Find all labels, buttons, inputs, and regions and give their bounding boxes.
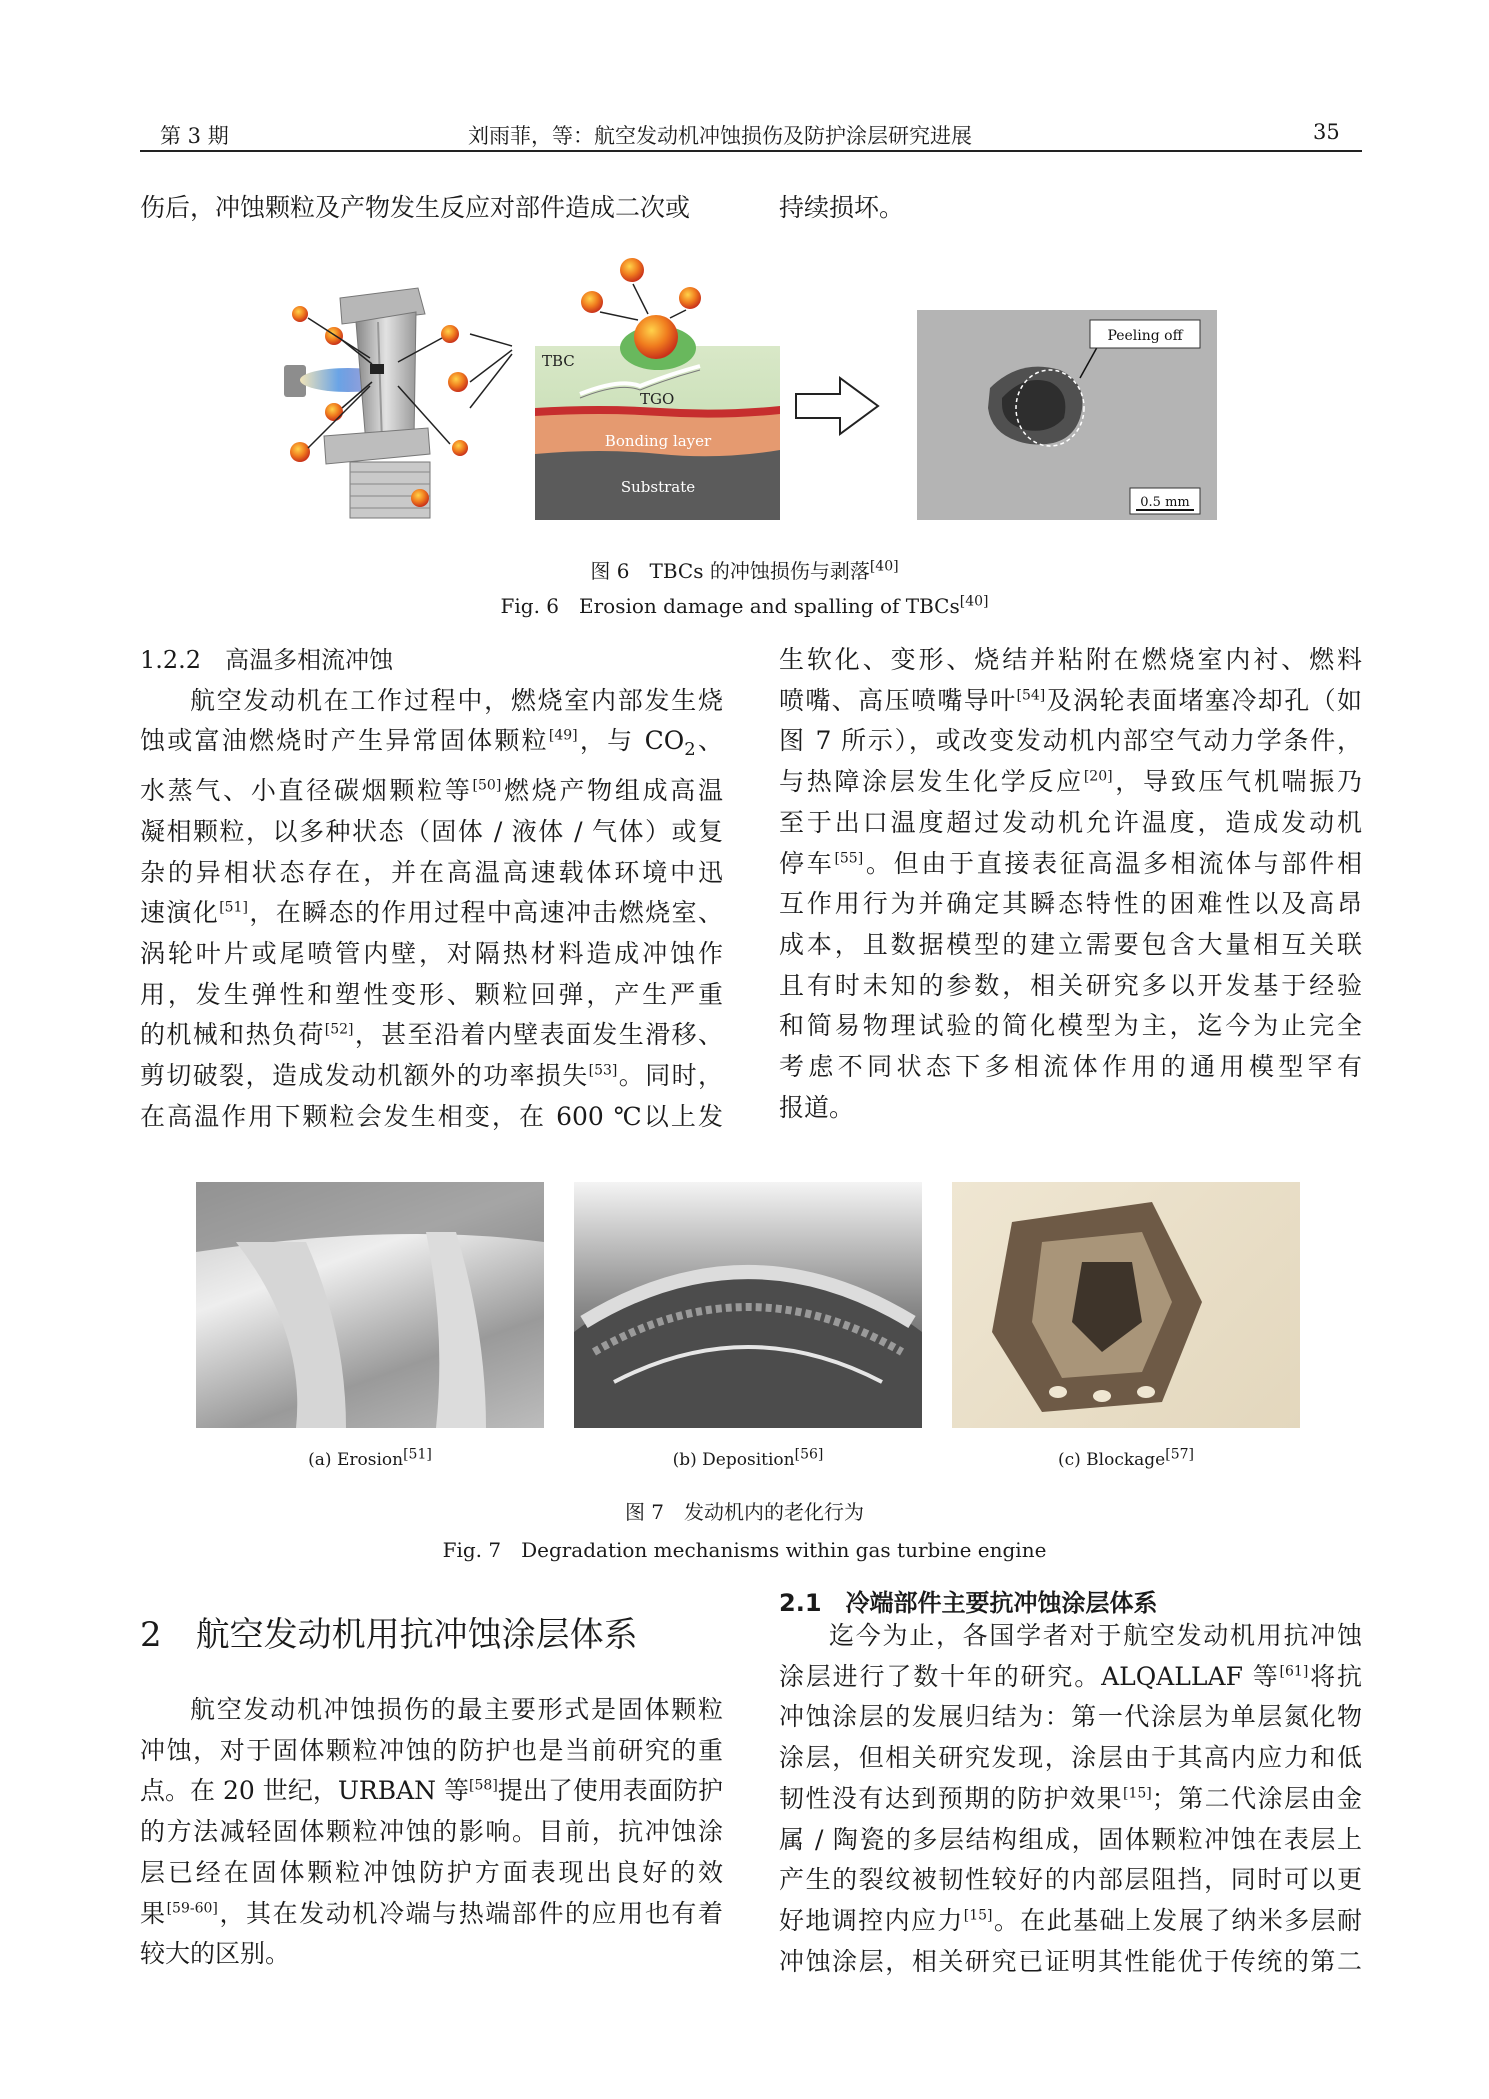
- subcaption-b: (b) Deposition[56]: [672, 1446, 824, 1470]
- para-line: 航空发动机在工作过程中，燃烧室内部发生烧: [190, 685, 723, 715]
- para-line: 剪切破裂，造成发动机额外的功率损失[53]。同时，: [140, 1061, 723, 1091]
- para-line: 属 / 陶瓷的多层结构组成，固体颗粒冲蚀在表层上: [779, 1824, 1362, 1854]
- para-line: 韧性没有达到预期的防护效果[15]；第二代涂层由金: [779, 1783, 1362, 1813]
- header-rule: [140, 150, 1362, 152]
- para-line: 互作用行为并确定其瞬态特性的困难性以及高昂: [779, 889, 1362, 919]
- top-line-left: 伤后，冲蚀颗粒及产物发生反应对部件造成二次或: [140, 193, 691, 222]
- para-line: 和简易物理试验的简化模型为主，迄今为止完全: [779, 1011, 1362, 1041]
- photo-blockage: [952, 1182, 1300, 1428]
- top-line-right: 持续损坏。: [779, 193, 905, 222]
- label-scale-bar: 0.5 mm: [1140, 495, 1190, 510]
- right-column-2: [779, 1616, 1362, 1982]
- photo-erosion: [196, 1182, 544, 1428]
- figure-7-caption-en: Fig. 7 Degradation mechanisms within gas turbine engine: [442, 1538, 1047, 1562]
- para-line: 凝相颗粒，以多种状态（固体 / 液体 / 气体）或复: [140, 816, 723, 846]
- para-line: 至于出口温度超过发动机允许温度，造成发动机: [779, 807, 1362, 837]
- para-line: 速演化[51]，在瞬态的作用过程中高速冲击燃烧室、: [140, 898, 723, 928]
- photo-blockage-graphic: [952, 1182, 1300, 1428]
- para-line: 在高温作用下颗粒会发生相变，在 600 ℃以上发: [140, 1101, 723, 1131]
- header-issue: 第 3 期: [160, 124, 229, 148]
- para-line: 涡轮叶片或尾喷管内壁，对隔热材料造成冲蚀作: [140, 938, 723, 968]
- para-line: 好地调控内应力[15]。在此基础上发展了纳米多层耐: [779, 1905, 1362, 1935]
- right-column-1: [779, 640, 1362, 1128]
- label-tbc: TBC: [542, 352, 575, 370]
- para-line: 与热障涂层发生化学反应[20]，导致压气机喘振乃: [779, 767, 1362, 797]
- para-line: 生软化、变形、烧结并粘附在燃烧室内衬、燃料: [779, 645, 1362, 674]
- header-title: 刘雨菲，等：航空发动机冲蚀损伤及防护涂层研究进展: [468, 124, 972, 148]
- photo-deposition: [574, 1182, 922, 1428]
- para-line: 停车[55]。但由于直接表征高温多相流体与部件相: [779, 848, 1362, 878]
- para-line: 成本，且数据模型的建立需要包含大量相互关联: [779, 929, 1362, 959]
- photo-erosion-graphic: [196, 1182, 544, 1428]
- figure-6: [280, 258, 1220, 520]
- left-column-1: [140, 640, 723, 1137]
- figure-7-caption-cn: 图 7 发动机内的老化行为: [624, 1500, 865, 1524]
- para-line: 迄今为止，各国学者对于航空发动机用抗冲蚀: [829, 1621, 1362, 1650]
- para-line: 点。在 20 世纪，URBAN 等[58]提出了使用表面防护: [140, 1776, 723, 1806]
- figure-6-caption-cn: 图 6 TBCs 的冲蚀损伤与剥落[40]: [590, 558, 899, 583]
- subcaption-c: (c) Blockage[57]: [1057, 1446, 1194, 1470]
- para-line: 杂的异相状态存在，并在高温高速载体环境中迅: [140, 857, 723, 887]
- figure-6-caption-en: Fig. 6 Erosion damage and spalling of TBCs[40]: [500, 593, 989, 618]
- label-peeling-off: Peeling off: [1107, 328, 1183, 344]
- label-bonding-layer: Bonding layer: [604, 432, 712, 450]
- para-line: 航空发动机冲蚀损伤的最主要形式是固体颗粒: [190, 1695, 723, 1724]
- photo-deposition-graphic: [574, 1182, 922, 1428]
- para-line: 涂层，但相关研究发现，涂层由于其高内应力和低: [779, 1743, 1362, 1773]
- para-line: 层已经在固体颗粒冲蚀防护方面表现出良好的效: [140, 1857, 723, 1887]
- para-line: 冲蚀涂层的发展归结为：第一代涂层为单层氮化物: [779, 1702, 1362, 1732]
- para-line: 喷嘴、高压喷嘴导叶[54]及涡轮表面堵塞冷却孔（如: [779, 685, 1362, 715]
- para-line: 的方法减轻固体颗粒冲蚀的影响。目前，抗冲蚀涂: [140, 1817, 723, 1847]
- para-line: 产生的裂纹被韧性较好的内部层阻挡，同时可以更: [779, 1865, 1362, 1895]
- para-line: 蚀或富油燃烧时产生异常固体颗粒[49]，与 $CO_2$、: [140, 726, 723, 761]
- section-2-title: 2 航空发动机用抗冲蚀涂层体系: [140, 1615, 638, 1655]
- left-column-2: [140, 1690, 723, 1975]
- label-tgo: TGO: [640, 390, 675, 408]
- para-line: 且有时未知的参数，相关研究多以开发基于经验: [779, 970, 1362, 1000]
- para-line: 的机械和热负荷[52]，甚至沿着内壁表面发生滑移、: [140, 1020, 723, 1050]
- para-line: 涂层进行了数十年的研究。ALQALLAF 等[61]将抗: [779, 1661, 1362, 1691]
- header-page-number: 35: [1313, 120, 1340, 144]
- para-line: 冲蚀，对于固体颗粒冲蚀的防护也是当前研究的重: [140, 1735, 723, 1765]
- para-line: 果[59-60]，其在发动机冷端与热端部件的应用也有着: [140, 1898, 723, 1928]
- arrow-right-icon: [796, 378, 878, 434]
- figure-6-graphic: [280, 258, 1220, 520]
- para-line: 冲蚀涂层，相关研究已证明其性能优于传统的第二: [779, 1946, 1362, 1976]
- section-1-2-2-title: 1.2.2 高温多相流冲蚀: [140, 646, 394, 674]
- para-line: 用，发生弹性和塑性变形、颗粒回弹，产生严重: [140, 979, 723, 1009]
- para-line: 较大的区别。: [140, 1939, 291, 1969]
- para-line: 水蒸气、小直径碳烟颗粒等[50]燃烧产物组成高温: [140, 776, 723, 806]
- subcaption-a: (a) Erosion[51]: [308, 1446, 432, 1470]
- label-substrate: Substrate: [620, 478, 696, 496]
- para-line: 报道。: [779, 1092, 855, 1122]
- section-2-1-title: 2.1 冷端部件主要抗冲蚀涂层体系: [779, 1589, 1158, 1617]
- para-line: 图 7 所示），或改变发动机内部空气动力学条件，: [779, 726, 1362, 756]
- para-line: 考虑不同状态下多相流体作用的通用模型罕有: [779, 1052, 1362, 1082]
